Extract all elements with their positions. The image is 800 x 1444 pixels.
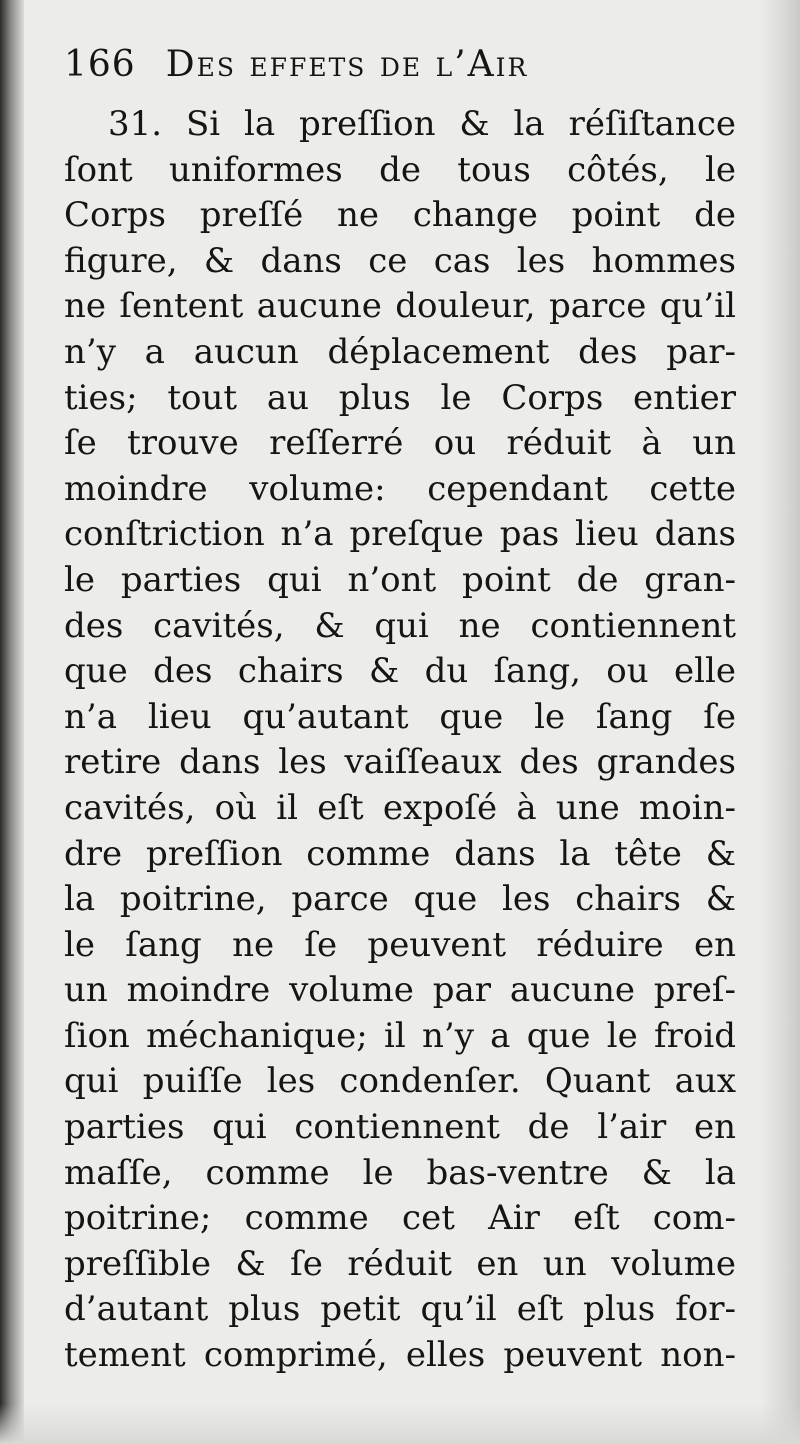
text-line: un moindre volume par aucune preſ- [64, 970, 736, 1011]
text-line: le parties qui n’ont point de gran- [64, 559, 736, 600]
text-line: Corps preſſé ne change point de [64, 195, 736, 236]
text-line: n’a lieu qu’autant que le ſang ſe [64, 696, 736, 737]
text-line: retire dans les vaiſſeaux des grandes [64, 742, 736, 783]
text-line: le ſang ne ſe peuvent réduire en [64, 924, 736, 965]
text-line: conſtriction n’a preſque pas lieu dans [64, 514, 736, 555]
text-line: ties; tout au plus le Corps entier [64, 377, 736, 418]
page-bottom-shadow [0, 1404, 800, 1444]
text-line: des cavités, & qui ne contiennent [64, 605, 736, 646]
text-line: tement comprimé, elles peuvent non- [64, 1335, 736, 1376]
text-line: poitrine; comme cet Air eſt com- [64, 1198, 736, 1239]
page-gutter-shadow [0, 0, 24, 1444]
running-title: Des effets de l’Air [165, 44, 529, 85]
text-line: qui puiſſe les condenſer. Quant aux [64, 1061, 736, 1102]
text-line: que des chairs & du ſang, ou elle [64, 651, 736, 692]
text-line: ſe trouve reſſerré ou réduit à un [64, 423, 736, 464]
text-line: ſion méchanique; il n’y a que le froid [64, 1015, 736, 1056]
text-line: n’y a aucun déplacement des par- [64, 331, 736, 372]
text-line: ſont uniformes de tous côtés, le [64, 149, 736, 190]
page-edge-shadow [760, 0, 800, 1444]
text-line: cavités, où il eſt expoſé à une moin- [64, 787, 736, 828]
text-line: dre preſſion comme dans la tête & [64, 833, 736, 874]
text-line: la poitrine, parce que les chairs & [64, 879, 736, 920]
text-line: parties qui contiennent de l’air en [64, 1107, 736, 1148]
text-block [64, 44, 736, 1379]
page-number: 166 [64, 44, 136, 85]
text-line: figure, & dans ce cas les hommes [64, 240, 736, 281]
text-line: maſſe, comme le bas-ventre & la [64, 1152, 736, 1193]
text-line: moindre volume: cependant cette [64, 468, 736, 509]
text-line: ne ſentent aucune douleur, parce qu’il [64, 286, 736, 327]
running-head [64, 44, 736, 102]
text-line: 31. Si la preſſion & la réſiſtance [108, 104, 736, 144]
text-line: d’autant plus petit qu’il eſt plus for- [64, 1289, 736, 1330]
text-line: preſſible & ſe réduit en un volume [64, 1243, 736, 1284]
